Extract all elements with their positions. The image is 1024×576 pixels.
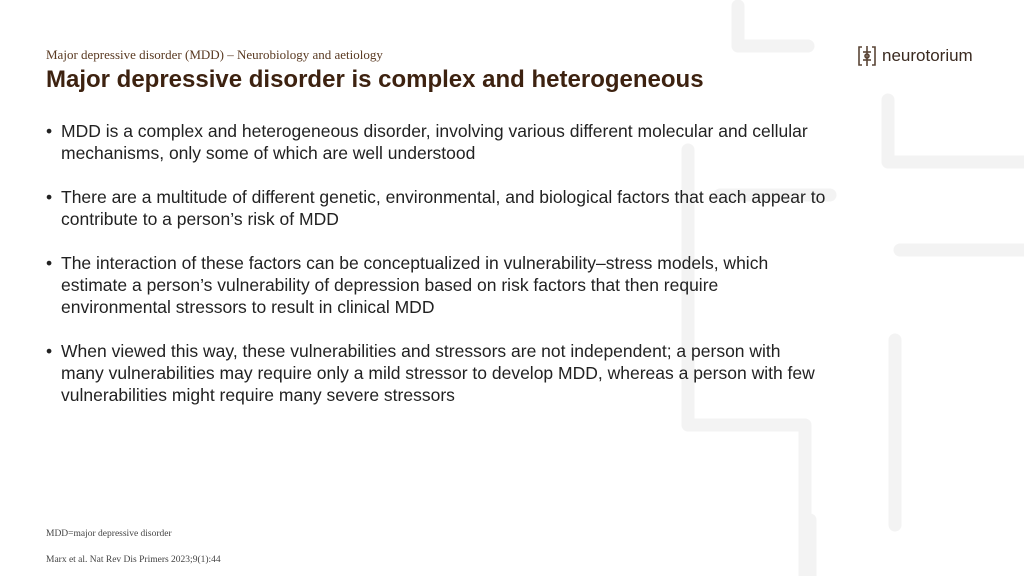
section-subtitle: Major depressive disorder (MDD) – Neurobiology and aetiology [46,47,383,62]
abbreviation-footnote: MDD=major depressive disorder [46,529,172,539]
bullet-item-4: • When viewed this way, these vulnerabilities and stressors are not independent; a person with many vulnerabilities may require only a mild stressor to develop MDD, whereas a person with few vulnerabilities might require many severe stressors [46,340,826,406]
reference-citation: Marx et al. Nat Rev Dis Primers 2023;9(1):44 [46,555,221,565]
bullet-list [46,120,826,428]
slide-title: Major depressive disorder is complex and heterogeneous [46,66,704,93]
neurotorium-logo[interactable] [856,43,973,69]
bullet-item-3: • The interaction of these factors can be conceptualized in vulnerability–stress models, which estimate a person’s vulnerability of depression based on risk factors that then require environmental stressors to result in clinical MDD [46,252,826,318]
logo-text: neurotorium [882,46,973,65]
neurotorium-logo-icon [856,44,878,68]
bullet-item-1: • MDD is a complex and heterogeneous disorder, involving various different molecular and cellular mechanisms, only some of which are well understood [46,120,826,164]
bullet-item-2: • There are a multitude of different genetic, environmental, and biological factors that each appear to contribute to a person’s risk of MDD [46,186,826,230]
